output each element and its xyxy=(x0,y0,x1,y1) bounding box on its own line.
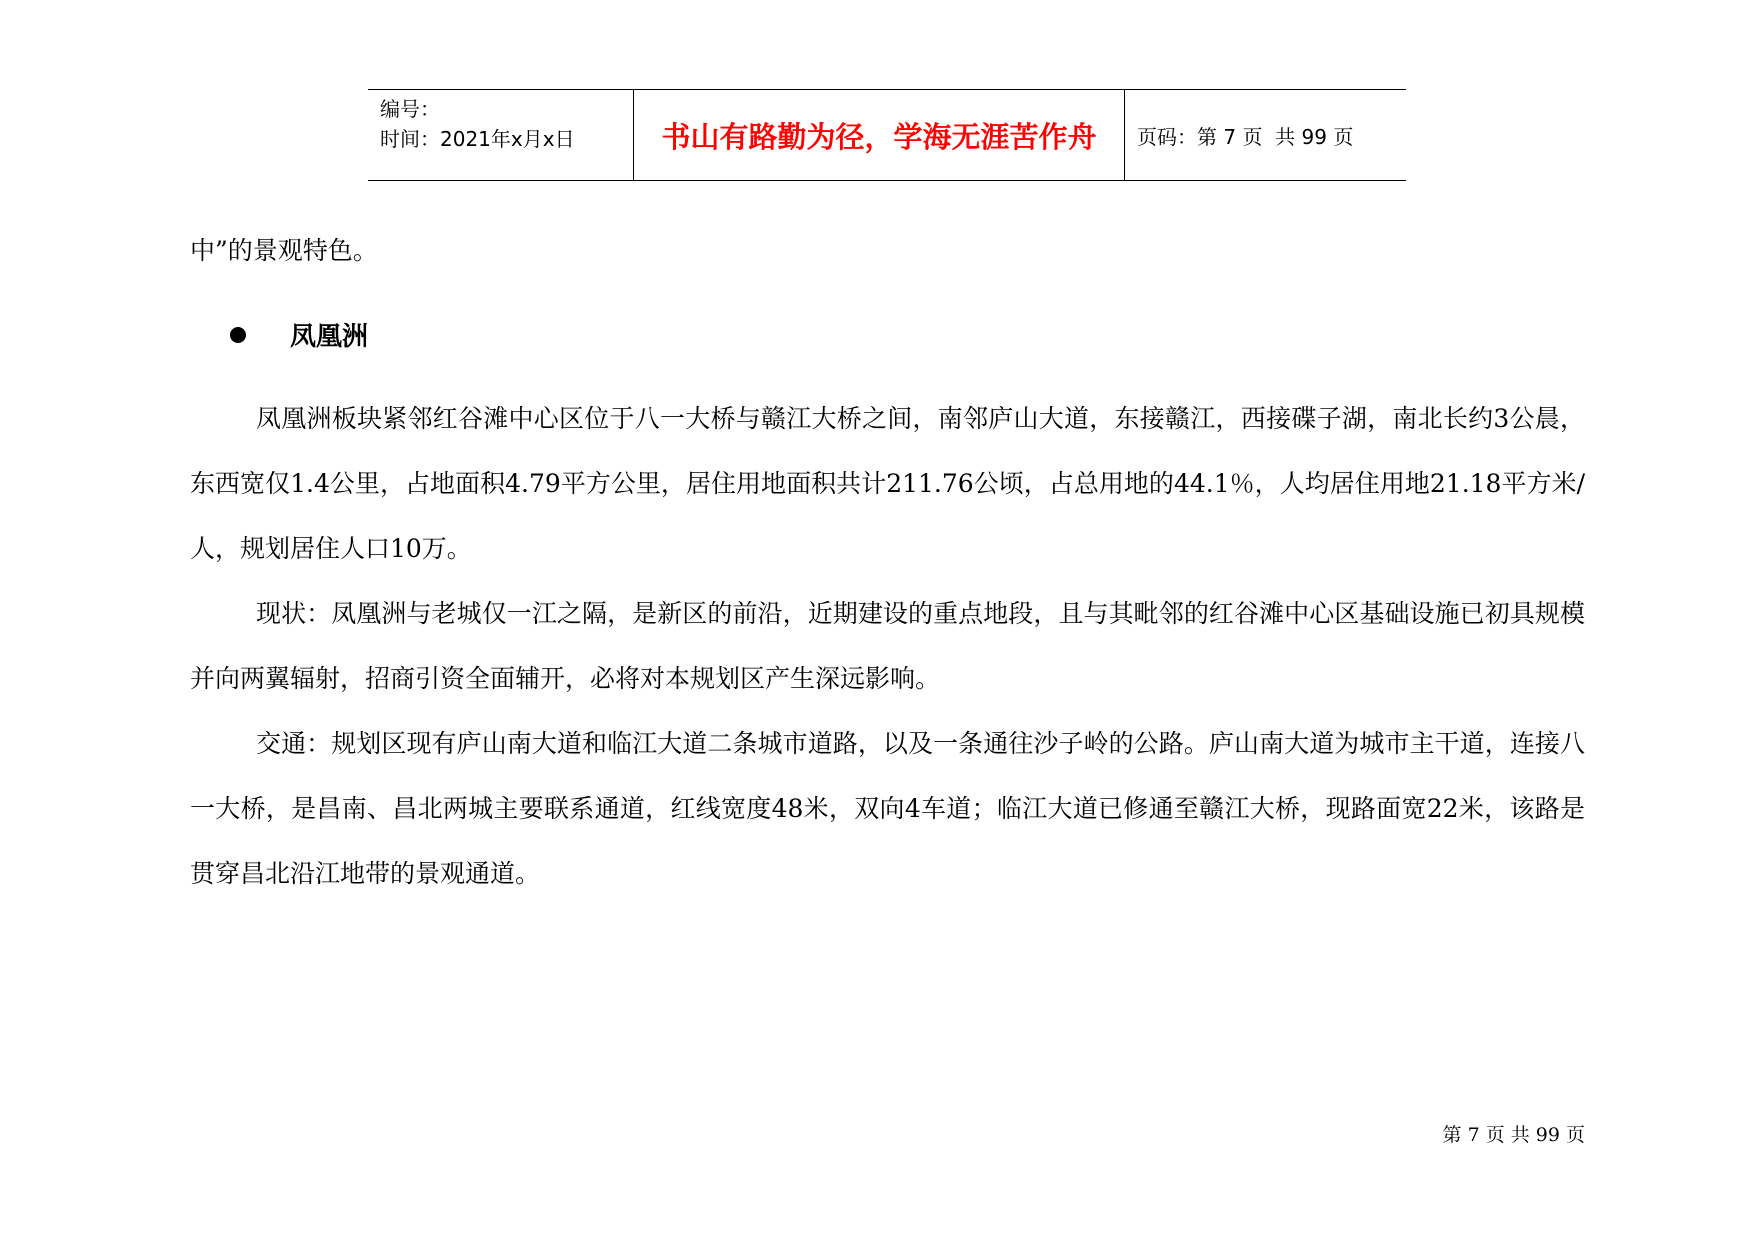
paragraph-traffic: 交通：规划区现有庐山南大道和临江大道二条城市道路，以及一条通往沙子岭的公路。庐山南大道为城市主干道，连接八一大桥，是昌南、昌北两城主要联系通道，红线宽度48米，双向4车道；临江大道已修通至赣江大桥，现路面宽22米，该路是贯穿昌北沿江地带的景观通道。 xyxy=(190,729,1585,888)
header-page-cell xyxy=(1125,90,1406,180)
page-header xyxy=(368,89,1406,181)
motto-text: 书山有路勤为径，学海无涯苦作舟 xyxy=(661,119,1097,154)
paragraph-overview: 凤凰洲板块紧邻红谷滩中心区位于八一大桥与赣江大桥之间，南邻庐山大道，东接赣江，西接碟子湖，南北长约3公晨，东西宽仅1.4公里，占地面积4.79平方公里，居住用地面积共计211.76公顷，占总用地的44.1％，人均居住用地21.18平方米/人，规划居住人口10万。 xyxy=(190,404,1585,563)
continuation-text: 中”的景观特色。 xyxy=(190,236,378,265)
paragraph-status: 现状：凤凰洲与老城仅一江之隔，是新区的前沿，近期建设的重点地段，且与其毗邻的红谷滩中心区基础设施已初具规模并向两翼辐射，招商引资全面辅开，必将对本规划区产生深远影响。 xyxy=(190,599,1585,693)
header-motto-cell xyxy=(634,90,1125,180)
time-label: 时间：2021年x月x日 xyxy=(380,127,575,151)
number-label: 编号： xyxy=(380,97,440,121)
section-heading xyxy=(190,302,1585,367)
section-title: 凤凰洲 xyxy=(290,322,369,352)
bullet-icon xyxy=(230,327,246,343)
header-page-label: 页码：第 7 页 共 99 页 xyxy=(1137,124,1354,149)
page-footer: 第 7 页 共 99 页 xyxy=(1442,1124,1585,1146)
header-meta-cell xyxy=(368,90,634,180)
document-body xyxy=(190,218,1585,906)
